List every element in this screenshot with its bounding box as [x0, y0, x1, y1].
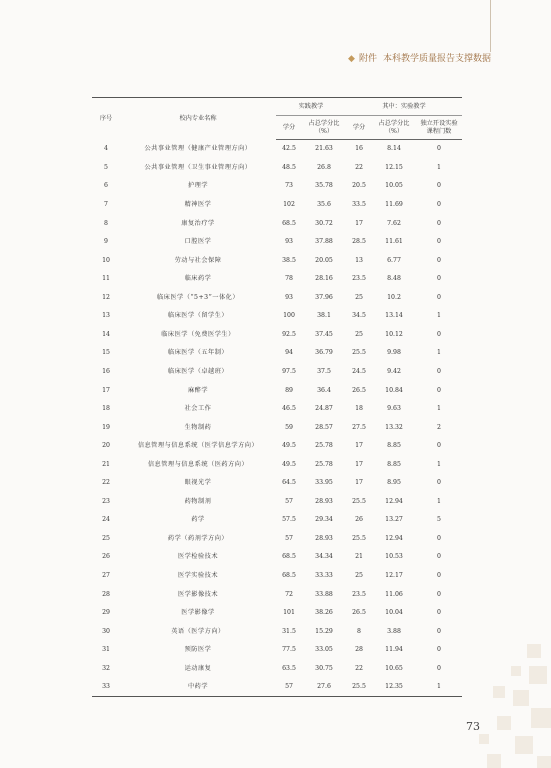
- cell-ratio: 37.88: [315, 238, 333, 246]
- col-header-lab-ratio: 占总学分比 （%）: [372, 116, 416, 140]
- group-header-lab: 其中：实验教学: [346, 98, 462, 116]
- cell-credit: 38.5: [282, 256, 296, 264]
- cell-lab-courses: 0: [437, 330, 441, 338]
- cell-lab-credit: 25: [355, 330, 363, 338]
- cell-credit: 68.5: [282, 553, 296, 561]
- cell-credit: 46.5: [282, 405, 296, 413]
- cell-ratio: 15.29: [315, 627, 333, 635]
- cell-lab-courses: 0: [437, 609, 441, 617]
- cell-credit: 57: [276, 678, 302, 697]
- cell-index: 29: [102, 609, 110, 617]
- cell-ratio: 25.78: [315, 442, 333, 450]
- table-row: [92, 455, 462, 474]
- cell-lab-ratio: 10.53: [385, 553, 403, 561]
- cell-lab-credit: 18: [355, 405, 363, 413]
- cell-lab-credit: 20.5: [352, 182, 366, 190]
- cell-lab-ratio: 8.85: [387, 460, 401, 468]
- cell-major: 社会工作: [184, 405, 212, 413]
- cell-ratio: 36.79: [315, 349, 333, 357]
- cell-lab-ratio: 11.61: [385, 238, 403, 246]
- cell-major: 口腔医学: [184, 238, 212, 246]
- cell-lab-courses: 0: [437, 367, 441, 375]
- cell-ratio: 34.34: [315, 553, 333, 561]
- cell-ratio: 37.96: [315, 293, 333, 301]
- cell-ratio: 33.95: [315, 479, 333, 487]
- cell-credit: 102: [283, 201, 295, 209]
- cell-major: 信息管理与信息系统（医学信息学方向）: [137, 442, 259, 450]
- cell-major: 临床医学（五年制）: [167, 349, 229, 357]
- cell-major: 运动康复: [184, 664, 212, 672]
- table-row: [92, 659, 462, 678]
- cell-credit: 57: [285, 497, 293, 505]
- cell-major: 临床药学: [184, 275, 212, 283]
- cell-credit: 31.5: [282, 627, 296, 635]
- cell-lab-ratio: 10.05: [385, 182, 403, 190]
- cell-index: 9: [104, 238, 108, 246]
- cell-ratio: 37.5: [317, 367, 331, 375]
- cell-lab-credit: 17: [355, 442, 363, 450]
- cell-credit: 78: [285, 275, 293, 283]
- cell-lab-credit: 25.5: [352, 497, 366, 505]
- cell-credit: 63.5: [282, 664, 296, 672]
- cell-lab-ratio: 10.04: [385, 609, 403, 617]
- cell-ratio: 24.87: [315, 405, 333, 413]
- cell-lab-courses: 0: [437, 219, 441, 227]
- cell-credit: 77.5: [282, 646, 296, 654]
- cell-index: 32: [102, 664, 110, 672]
- practice-teaching-table: [92, 97, 462, 697]
- cell-major: 公共事业管理（健康产业管理方向）: [144, 145, 252, 153]
- cell-lab-ratio: 12.15: [385, 163, 403, 171]
- cell-credit: 92.5: [282, 330, 296, 338]
- table-row: [92, 307, 462, 326]
- cell-ratio: 28.16: [315, 275, 333, 283]
- cell-ratio: 33.88: [315, 590, 333, 598]
- table-row: [92, 159, 462, 178]
- header-appendix: 附件: [358, 54, 377, 64]
- cell-credit: 101: [283, 609, 295, 617]
- table-row: [92, 344, 462, 363]
- table-row: [92, 567, 462, 586]
- cell-ratio: 33.33: [315, 571, 333, 579]
- cell-ratio: 35.6: [317, 201, 331, 209]
- cell-index: 24: [102, 516, 110, 524]
- cell-lab-credit: 25.5: [346, 678, 372, 697]
- cell-index: 13: [102, 312, 110, 320]
- table-row: [92, 177, 462, 196]
- cell-index: 30: [102, 627, 110, 635]
- cell-ratio: 21.63: [315, 145, 333, 153]
- cell-major: 护理学: [187, 182, 209, 190]
- cell-index: 22: [102, 479, 110, 487]
- table-row: [92, 529, 462, 548]
- cell-lab-ratio: 8.48: [387, 275, 401, 283]
- cell-credit: 64.5: [282, 479, 296, 487]
- table-row: [92, 233, 462, 252]
- cell-lab-credit: 28: [355, 646, 363, 654]
- col-header-ratio: 占总学分比 （%）: [302, 116, 346, 140]
- cell-lab-credit: 24.5: [352, 367, 366, 375]
- header-divider-line: [490, 0, 491, 52]
- cell-index: 8: [104, 219, 108, 227]
- cell-ratio: 35.78: [315, 182, 333, 190]
- cell-index: 27: [102, 571, 110, 579]
- diamond-icon: ◆: [348, 54, 355, 64]
- cell-lab-ratio: 9.63: [387, 405, 401, 413]
- table-row: [92, 641, 462, 660]
- cell-lab-credit: 27.5: [352, 423, 366, 431]
- cell-credit: 57.5: [282, 516, 296, 524]
- table-row: [92, 474, 462, 493]
- cell-index: 10: [102, 256, 110, 264]
- cell-lab-ratio: 8.85: [387, 442, 401, 450]
- table-row: [92, 678, 462, 697]
- cell-lab-ratio: 10.65: [385, 664, 403, 672]
- cell-lab-ratio: 13.14: [385, 312, 403, 320]
- cell-ratio: 33.05: [315, 646, 333, 654]
- cell-lab-courses: 0: [437, 590, 441, 598]
- cell-lab-courses: 0: [437, 238, 441, 246]
- cell-lab-ratio: 10.12: [385, 330, 403, 338]
- cell-lab-courses: 0: [437, 145, 441, 153]
- cell-index: 21: [102, 460, 110, 468]
- data-table-container: [92, 97, 462, 697]
- cell-lab-ratio: 6.77: [387, 256, 401, 264]
- cell-lab-credit: 22: [355, 163, 363, 171]
- cell-lab-ratio: 7.62: [387, 219, 401, 227]
- cell-lab-courses: 0: [437, 201, 441, 209]
- cell-lab-courses: 0: [437, 386, 441, 394]
- cell-lab-courses: 0: [437, 664, 441, 672]
- cell-major: 英语（医学方向）: [171, 627, 225, 635]
- cell-lab-ratio: 11.69: [385, 201, 403, 209]
- cell-credit: 49.5: [282, 442, 296, 450]
- cell-lab-credit: 21: [355, 553, 363, 561]
- cell-credit: 57: [285, 534, 293, 542]
- cell-major: 公共事业管理（卫生事业管理方向）: [144, 163, 252, 171]
- cell-index: 33: [92, 678, 120, 697]
- cell-index: 12: [102, 293, 110, 301]
- cell-index: 25: [102, 534, 110, 542]
- cell-major: 医学影像技术: [177, 590, 219, 598]
- table-row: [92, 492, 462, 511]
- cell-major: 康复治疗学: [181, 219, 215, 227]
- cell-lab-courses: 0: [437, 275, 441, 283]
- col-header-credit: 学分: [276, 116, 302, 140]
- cell-index: 14: [102, 330, 110, 338]
- cell-major: 生物制药: [184, 423, 212, 431]
- cell-lab-courses: 0: [437, 256, 441, 264]
- cell-lab-credit: 17: [355, 479, 363, 487]
- cell-credit: 89: [285, 386, 293, 394]
- header-title: 本科教学质量报告支撑数据: [382, 54, 491, 64]
- cell-lab-credit: 26.5: [352, 386, 366, 394]
- cell-major: 临床医学（留学生）: [167, 312, 229, 320]
- cell-lab-ratio: 11.94: [385, 646, 403, 654]
- cell-credit: 93: [285, 238, 293, 246]
- cell-ratio: 30.72: [315, 219, 333, 227]
- cell-lab-ratio: 9.98: [387, 349, 401, 357]
- cell-major: 药学: [191, 516, 205, 524]
- cell-credit: 72: [285, 590, 293, 598]
- cell-major: 药学（药剂学方向）: [167, 534, 229, 542]
- cell-lab-courses: 0: [437, 442, 441, 450]
- cell-lab-courses: 1: [437, 497, 441, 505]
- cell-lab-credit: 25: [355, 571, 363, 579]
- table-row: [92, 325, 462, 344]
- cell-credit: 68.5: [282, 571, 296, 579]
- cell-lab-credit: 25.5: [352, 349, 366, 357]
- cell-lab-courses: 2: [437, 423, 441, 431]
- cell-major: 临床医学（“5+3”一体化）: [156, 293, 240, 301]
- table-row: [92, 585, 462, 604]
- cell-lab-credit: 33.5: [352, 201, 366, 209]
- cell-major: 医学影像学: [181, 609, 215, 617]
- cell-credit: 73: [285, 182, 293, 190]
- table-row: [92, 251, 462, 270]
- cell-lab-courses: 0: [437, 553, 441, 561]
- cell-major: 医学检验技术: [177, 553, 219, 561]
- cell-lab-credit: 8: [357, 627, 361, 635]
- cell-index: 20: [102, 442, 110, 450]
- cell-index: 17: [102, 386, 110, 394]
- cell-ratio: 20.05: [315, 256, 333, 264]
- cell-lab-credit: 23.5: [352, 275, 366, 283]
- cell-index: 28: [102, 590, 110, 598]
- col-header-lab-courses: 独立开设实验 课程门数: [416, 116, 462, 140]
- cell-lab-ratio: 12.94: [385, 497, 403, 505]
- cell-lab-courses: 0: [437, 293, 441, 301]
- cell-major: 预防医学: [184, 646, 212, 654]
- cell-index: 5: [104, 163, 108, 171]
- cell-major: 麻醉学: [187, 386, 209, 394]
- cell-index: 4: [104, 145, 108, 153]
- cell-index: 31: [102, 646, 110, 654]
- cell-lab-courses: 1: [437, 163, 441, 171]
- cell-index: 18: [102, 405, 110, 413]
- cell-index: 26: [102, 553, 110, 561]
- cell-lab-ratio: 8.14: [387, 145, 401, 153]
- cell-credit: 68.5: [282, 219, 296, 227]
- cell-index: 15: [102, 349, 110, 357]
- cell-credit: 100: [283, 312, 295, 320]
- cell-index: 11: [102, 275, 110, 283]
- page-number: 73: [466, 720, 480, 733]
- cell-lab-courses: 1: [437, 312, 441, 320]
- cell-index: 19: [102, 423, 110, 431]
- cell-lab-credit: 16: [355, 145, 363, 153]
- cell-ratio: 28.57: [315, 423, 333, 431]
- cell-credit: 97.5: [282, 367, 296, 375]
- table-row: [92, 604, 462, 623]
- cell-major: 药物制剂: [184, 497, 212, 505]
- col-header-lab-credit: 学分: [346, 116, 372, 140]
- cell-lab-ratio: 13.27: [385, 516, 403, 524]
- cell-ratio: 38.26: [315, 609, 333, 617]
- cell-index: 16: [102, 367, 110, 375]
- cell-major: 眼视光学: [184, 479, 212, 487]
- cell-credit: 59: [285, 423, 293, 431]
- cell-lab-ratio: 8.95: [387, 479, 401, 487]
- cell-lab-credit: 25: [355, 293, 363, 301]
- cell-lab-ratio: 13.32: [385, 423, 403, 431]
- cell-credit: 93: [285, 293, 293, 301]
- cell-ratio: 29.34: [315, 516, 333, 524]
- running-header: [348, 51, 491, 64]
- cell-lab-courses: 0: [437, 627, 441, 635]
- cell-lab-credit: 26.5: [352, 609, 366, 617]
- table-row: [92, 288, 462, 307]
- cell-credit: 48.5: [282, 163, 296, 171]
- table-row: [92, 214, 462, 233]
- table-row: [92, 270, 462, 289]
- cell-major: 临床医学（卓越班）: [167, 367, 229, 375]
- cell-major: 信息管理与信息系统（医药方向）: [147, 460, 249, 468]
- cell-ratio: 27.6: [302, 678, 346, 697]
- table-row: [92, 548, 462, 567]
- cell-ratio: 28.93: [315, 497, 333, 505]
- cell-ratio: 28.93: [315, 534, 333, 542]
- decorative-mosaic: [471, 628, 551, 768]
- cell-lab-courses: 5: [437, 516, 441, 524]
- cell-lab-courses: 0: [437, 182, 441, 190]
- col-header-major: 校内专业名称: [179, 114, 217, 122]
- table-row: [92, 400, 462, 419]
- cell-lab-courses: 0: [437, 479, 441, 487]
- table-row: [92, 437, 462, 456]
- cell-lab-courses: 0: [437, 571, 441, 579]
- cell-ratio: 36.4: [317, 386, 331, 394]
- cell-index: 7: [104, 201, 108, 209]
- table-row: [92, 363, 462, 382]
- table-row: [92, 140, 462, 159]
- cell-major: 劳动与社会保障: [174, 256, 222, 264]
- cell-lab-credit: 17: [355, 219, 363, 227]
- cell-credit: 49.5: [282, 460, 296, 468]
- cell-lab-courses: 1: [437, 349, 441, 357]
- cell-credit: 94: [285, 349, 293, 357]
- table-row: [92, 418, 462, 437]
- cell-ratio: 38.1: [317, 312, 331, 320]
- cell-lab-credit: 22: [355, 664, 363, 672]
- cell-lab-courses: 1: [437, 405, 441, 413]
- cell-lab-courses: 0: [437, 534, 441, 542]
- cell-major: 中药学: [120, 678, 276, 697]
- cell-lab-credit: 25.5: [352, 534, 366, 542]
- col-header-index: 序号: [99, 114, 113, 122]
- cell-lab-credit: 17: [355, 460, 363, 468]
- cell-lab-courses: 1: [416, 678, 462, 697]
- table-body: [92, 140, 462, 697]
- cell-major: 精神医学: [184, 201, 212, 209]
- cell-lab-ratio: 12.35: [372, 678, 416, 697]
- cell-lab-ratio: 3.88: [387, 627, 401, 635]
- cell-lab-ratio: 10.84: [385, 386, 403, 394]
- cell-lab-courses: 1: [437, 460, 441, 468]
- table-row: [92, 511, 462, 530]
- cell-ratio: 25.78: [315, 460, 333, 468]
- cell-lab-credit: 26: [355, 516, 363, 524]
- cell-lab-credit: 34.5: [352, 312, 366, 320]
- cell-ratio: 26.8: [317, 163, 331, 171]
- cell-lab-ratio: 10.2: [387, 293, 401, 301]
- cell-lab-credit: 13: [355, 256, 363, 264]
- cell-lab-credit: 23.5: [352, 590, 366, 598]
- cell-ratio: 30.75: [315, 664, 333, 672]
- cell-lab-courses: 0: [437, 646, 441, 654]
- table-row: [92, 622, 462, 641]
- cell-index: 23: [102, 497, 110, 505]
- cell-lab-ratio: 11.06: [385, 590, 403, 598]
- group-header-practice: 实践教学: [276, 98, 346, 116]
- cell-index: 6: [104, 182, 108, 190]
- cell-lab-ratio: 12.17: [385, 571, 403, 579]
- cell-lab-ratio: 12.94: [385, 534, 403, 542]
- table-row: [92, 196, 462, 215]
- cell-ratio: 37.45: [315, 330, 333, 338]
- cell-major: 医学实验技术: [177, 571, 219, 579]
- cell-major: 临床医学（免费医学生）: [161, 330, 235, 338]
- cell-lab-credit: 28.5: [352, 238, 366, 246]
- table-row: [92, 381, 462, 400]
- cell-lab-ratio: 9.42: [387, 367, 401, 375]
- cell-credit: 42.5: [282, 145, 296, 153]
